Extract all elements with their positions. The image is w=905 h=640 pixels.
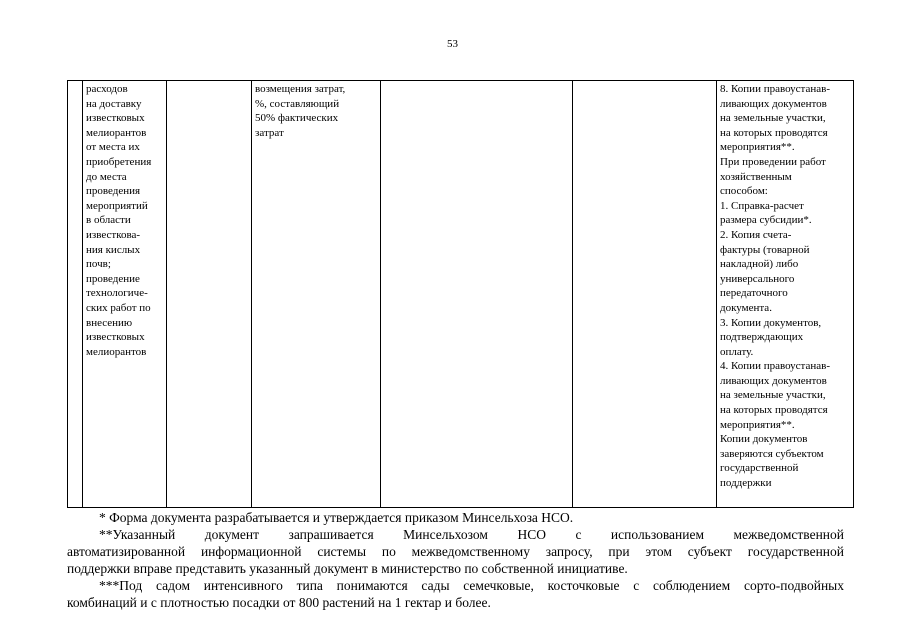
cell-text-line: 3. Копии документов, xyxy=(720,316,822,329)
footnote-2-line-2: автоматизированной информационной системы по межведомственному запросу, при этом субъект государственной xyxy=(67,544,844,559)
cell-required-documents xyxy=(717,81,854,508)
footnote-3-line-2: комбинаций и с плотностью посадки от 800 растений на 1 гектар и более. xyxy=(67,595,491,610)
page-number: 53 xyxy=(447,38,458,50)
cell-text-line: способом: xyxy=(720,185,768,198)
footnote-1: * Форма документа разрабатывается и утверждается приказом Минсельхоза НСО. xyxy=(99,510,574,525)
cell-text-line: известкова- xyxy=(86,228,141,241)
cell-text-line: мероприятия**. xyxy=(720,418,795,431)
cell-text-line: 4. Копии правоустанав- xyxy=(720,360,830,373)
cell-text-line: до места xyxy=(86,170,127,183)
cell-text-line: государственной xyxy=(720,462,799,475)
cell-text-line: 2. Копия счета- xyxy=(720,228,792,241)
cell-text-line: ния кислых xyxy=(86,243,141,256)
cell-text-line: подтверждающих xyxy=(720,331,804,344)
footnote-2-line-3: поддержки вправе представить указанный документ в министерство по собственной инициативе. xyxy=(67,561,628,576)
cell-empty-3 xyxy=(167,81,252,508)
cell-text-line: от места их xyxy=(86,141,140,154)
cell-text-line: фактуры (товарной xyxy=(720,243,810,256)
cell-text-line: универсального xyxy=(720,272,795,285)
cell-text-line: известковых xyxy=(86,112,145,125)
cell-text-line: расходов xyxy=(86,83,128,95)
cell-text-line: известковых xyxy=(86,331,145,344)
cell-text-line: Копии документов xyxy=(720,433,808,446)
cell-text-line: на доставку xyxy=(86,97,142,110)
cell-text-line: почв; xyxy=(86,258,111,271)
cell-text-line: на земельные участки, xyxy=(720,112,826,125)
cell-expense-description xyxy=(83,81,167,508)
cell-reimbursement-rate xyxy=(252,81,381,508)
cell-text-line: 8. Копии правоустанав- xyxy=(720,83,830,95)
cell-text-line: ских работ по xyxy=(86,301,151,314)
cell-text-line: размера субсидии*. xyxy=(720,214,812,227)
cell-text-line: При проведении работ xyxy=(720,155,826,168)
cell-text-line: ливающих документов xyxy=(720,374,827,387)
cell-text-line: мелиорантов xyxy=(86,345,147,358)
cell-text-line: приобретения xyxy=(86,155,152,168)
cell-text-line: заверяются субъектом xyxy=(720,447,824,460)
cell-text-line: %, составляющий xyxy=(255,97,340,110)
cell-number xyxy=(68,81,83,508)
cell-text-line: хозяйственным xyxy=(720,170,792,183)
cell-text-line: на земельные участки, xyxy=(720,389,826,402)
cell-text-line: возмещения затрат, xyxy=(255,83,346,95)
cell-text-line: оплату. xyxy=(720,345,754,358)
cell-text-line: затрат xyxy=(255,126,284,139)
cell-text-line: мероприятия**. xyxy=(720,141,795,154)
footnote-2-line-1: **Указанный документ запрашивается Минсельхозом НСО с использованием межведомственной xyxy=(99,527,844,542)
table-row xyxy=(68,81,854,508)
cell-empty-5 xyxy=(381,81,573,508)
footnote-3-line-1: ***Под садом интенсивного типа понимаются сады семечковые, косточковые с соблюдением сорто-подвойных xyxy=(99,578,844,593)
cell-text-line: передаточного xyxy=(720,287,788,300)
cell-text-line: накладной) либо xyxy=(720,258,799,271)
footnotes xyxy=(67,509,844,611)
cell-text-line: проведение xyxy=(86,272,140,285)
subsidy-documents-table xyxy=(67,80,854,508)
cell-text-line: внесению xyxy=(86,316,133,329)
cell-text-line: проведения xyxy=(86,185,141,198)
cell-text-line: технологиче- xyxy=(86,287,148,300)
cell-text-line: ливающих документов xyxy=(720,97,827,110)
cell-text-line: на которых проводятся xyxy=(720,126,828,139)
cell-empty-6 xyxy=(573,81,717,508)
cell-text-line: поддержки xyxy=(720,477,772,490)
cell-text-line: на которых проводятся xyxy=(720,404,828,417)
cell-text-line: документа. xyxy=(720,301,772,314)
cell-text-line: 50% фактических xyxy=(255,112,339,125)
cell-text-line: в области xyxy=(86,214,131,227)
cell-text-line: 1. Справка-расчет xyxy=(720,199,804,212)
cell-text-line: мероприятий xyxy=(86,199,148,212)
cell-text-line: мелиорантов xyxy=(86,126,147,139)
